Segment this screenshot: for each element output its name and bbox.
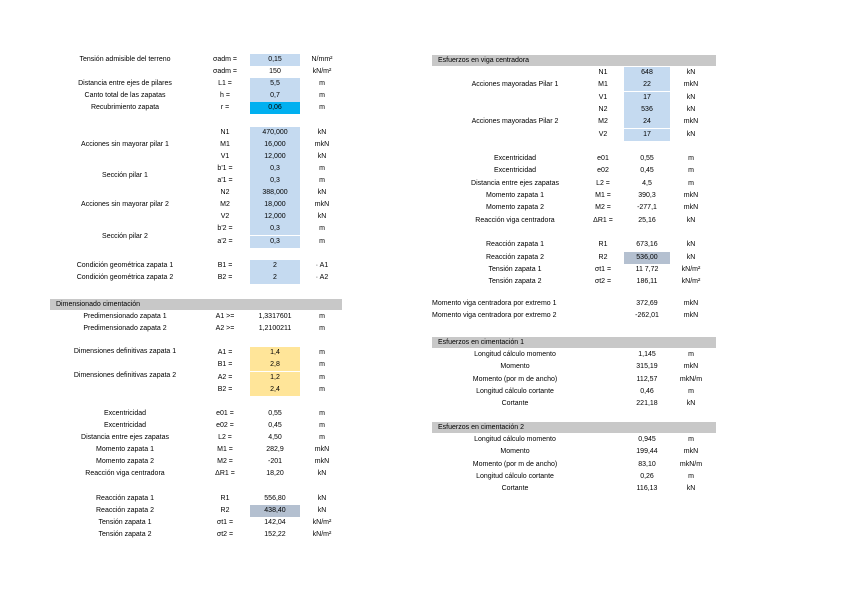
row-value: 315,19 — [636, 363, 658, 371]
table-row — [0, 459, 848, 471]
row-symbol: B1 = — [217, 261, 233, 269]
row-value: -201 — [267, 458, 282, 466]
table-row — [0, 471, 848, 483]
row-unit: m — [319, 164, 325, 172]
row-label: Predimensionado zapata 1 — [83, 313, 167, 320]
row-unit: mkN — [683, 363, 699, 371]
row-unit: kN — [317, 213, 327, 221]
row-unit: m — [319, 313, 325, 320]
row-label: Momento — [500, 363, 530, 371]
row-value: 142,04 — [264, 518, 286, 526]
row-label: Reacción viga centradora — [475, 216, 555, 224]
row-symbol: b'1 = — [217, 164, 233, 172]
row-label: Tensión zapata 2 — [488, 278, 542, 286]
row-label: Recubrimiento zapata — [90, 104, 160, 112]
row-label: Predimensionado zapata 2 — [83, 325, 167, 333]
row-unit: m — [688, 472, 694, 480]
row-symbol: B1 = — [217, 361, 233, 369]
row-unit: kN — [686, 485, 696, 493]
table-row — [0, 79, 848, 91]
row-label: Cortante — [501, 400, 529, 408]
table-row — [0, 190, 848, 202]
row-value: 536,00 — [624, 252, 670, 264]
row-label: Acciones sin mayorar pilar 1 — [81, 140, 169, 148]
row-symbol: ΔR1 = — [593, 216, 613, 224]
row-label: Reacción zapata 2 — [486, 253, 544, 261]
row-label: Longitud cálculo momento — [474, 351, 556, 358]
table-row — [0, 349, 848, 361]
row-value[interactable]: 12,000 — [250, 151, 300, 163]
row-label: Momento zapata 1 — [96, 446, 154, 454]
table-row — [0, 386, 848, 398]
row-value[interactable]: 470,000 — [250, 127, 300, 139]
row-unit: m — [319, 373, 325, 381]
row-unit: mkN — [314, 140, 330, 148]
row-label: Distancia entre ejes de pilares — [78, 80, 172, 88]
row-unit: kN — [686, 93, 696, 101]
table-row — [0, 67, 848, 79]
row-value: 556,80 — [264, 494, 286, 502]
row-value[interactable]: 0,3 — [250, 236, 300, 248]
row-value: 221,18 — [636, 400, 658, 408]
row-symbol: A1 >= — [215, 313, 235, 320]
row-label: Excentricidad — [103, 409, 147, 417]
table-row — [0, 129, 848, 141]
row-symbol: N1 — [598, 69, 608, 76]
row-value: 1,2100211 — [258, 325, 292, 333]
row-unit: kN — [317, 189, 327, 197]
table-row — [0, 434, 848, 446]
row-symbol: σadm = — [213, 68, 237, 76]
row-unit: kN — [686, 69, 696, 76]
row-unit: m — [319, 104, 325, 112]
row-value: 0,945 — [638, 436, 656, 443]
row-symbol: N2 — [220, 189, 230, 197]
row-unit: m — [688, 167, 694, 175]
row-value[interactable]: 2,4 — [250, 384, 300, 396]
row-unit: kN — [686, 241, 696, 249]
row-value[interactable]: 0,3 — [250, 175, 300, 187]
row-unit: kN — [686, 253, 696, 261]
table-row — [0, 239, 848, 251]
row-value: 17 — [624, 92, 670, 104]
row-value: 112,57 — [636, 375, 658, 383]
row-unit: kN — [317, 128, 327, 136]
row-unit: m — [319, 92, 325, 100]
row-value: 1,3317601 — [258, 313, 292, 320]
row-label: Reacción zapata 2 — [96, 506, 154, 514]
row-unit: kN — [317, 470, 327, 478]
row-value: 0,26 — [640, 472, 654, 480]
row-symbol: σt2 = — [594, 278, 612, 286]
table-row — [0, 420, 400, 432]
row-symbol: r = — [220, 104, 230, 112]
row-value: 186,11 — [636, 278, 658, 286]
row-unit: m — [688, 351, 694, 358]
table-row — [0, 374, 848, 386]
row-unit: mkN — [314, 201, 330, 209]
row-symbol: N2 — [598, 105, 608, 113]
row-symbol: R1 — [220, 494, 230, 502]
row-value: 152,22 — [264, 530, 286, 538]
table-row — [0, 178, 848, 190]
row-value[interactable]: 0,06 — [250, 102, 300, 114]
row-value: 0,45 — [268, 421, 282, 429]
row-label: Momento zapata 2 — [486, 204, 544, 212]
table-row — [0, 215, 848, 227]
row-value: 0,45 — [640, 167, 654, 175]
row-unit: m — [319, 177, 325, 184]
row-unit: kN/m² — [312, 530, 332, 538]
row-symbol: N1 — [220, 128, 230, 136]
row-unit: m — [319, 421, 325, 429]
row-unit: mkN — [683, 312, 699, 320]
row-value: 4,50 — [268, 434, 282, 441]
row-symbol: ΔR1 = — [215, 470, 235, 478]
row-unit: mkN — [314, 458, 330, 466]
row-label: Longitud cálculo momento — [474, 436, 556, 443]
row-unit: mkN — [683, 204, 699, 212]
row-label: Momento zapata 1 — [486, 192, 544, 199]
row-label: Longitud cálculo cortante — [476, 472, 554, 480]
row-symbol: V2 — [598, 130, 608, 138]
row-value: 372,69 — [636, 300, 658, 307]
row-symbol: V1 — [598, 93, 608, 101]
row-unit: mkN — [683, 118, 699, 126]
row-symbol: V1 — [220, 152, 230, 160]
row-unit: kN — [317, 506, 327, 514]
row-value[interactable]: 0,7 — [250, 90, 300, 102]
row-value: 648 — [624, 67, 670, 79]
row-unit: kN — [686, 216, 696, 224]
row-label: Momento viga centradora por extremo 2 — [432, 312, 557, 320]
row-symbol: R1 — [598, 241, 608, 249]
row-unit: mkN — [683, 192, 699, 199]
row-label: Canto total de las zapatas — [84, 92, 166, 100]
dimensionado-header: Dimensionado cimentación — [50, 299, 342, 310]
row-label: Momento (por m de ancho) — [472, 375, 558, 383]
table-row — [0, 141, 848, 153]
table-row — [0, 202, 848, 214]
row-symbol: A2 = — [217, 373, 233, 381]
row-value[interactable]: 2 — [250, 272, 300, 284]
table-row — [0, 252, 848, 264]
row-symbol: L1 = — [218, 80, 232, 88]
row-unit: mkN/m — [679, 460, 703, 468]
table-row — [0, 227, 848, 239]
row-value: 25,16 — [638, 216, 656, 224]
row-label: Tensión zapata 1 — [98, 518, 152, 526]
row-label: Reacción viga centradora — [85, 470, 165, 478]
row-unit: kN/m² — [312, 68, 332, 76]
table-row — [0, 54, 400, 66]
row-label: Tensión admisible del terreno — [79, 56, 171, 63]
seccion-pilar-1-label: Sección pilar 1 — [102, 172, 148, 179]
row-unit: m — [688, 155, 694, 163]
viga-centradora-header: Esfuerzos en viga centradora — [432, 55, 716, 66]
row-value: 536 — [624, 104, 670, 116]
row-value: 17 — [624, 129, 670, 141]
row-value: 18,20 — [266, 470, 284, 478]
row-unit: kN/m² — [681, 278, 701, 286]
row-unit: kN — [686, 105, 696, 113]
table-row — [0, 505, 400, 517]
row-symbol: e02 — [597, 167, 609, 175]
table-row — [0, 310, 848, 322]
row-symbol: M2 — [220, 201, 230, 209]
row-symbol: B2 = — [217, 273, 233, 281]
dimensiones-definitivas-2-label: Dimensiones definitivas zapata 2 — [73, 372, 177, 379]
row-unit: kN — [317, 152, 327, 160]
table-row — [0, 323, 400, 335]
row-value: 116,13 — [636, 485, 658, 493]
row-symbol: L2 = — [596, 179, 610, 187]
row-symbol: σt1 = — [594, 265, 612, 273]
row-symbol: M1 = — [217, 446, 233, 454]
row-label: Momento viga centradora por extremo 1 — [432, 300, 557, 307]
row-value: -262,01 — [635, 312, 659, 320]
row-label: Momento (por m de ancho) — [472, 460, 558, 468]
row-value: 4,5 — [642, 179, 652, 187]
row-value: 0,46 — [640, 387, 654, 395]
row-unit: m — [319, 349, 325, 357]
row-label: Tensión zapata 1 — [488, 265, 542, 273]
row-symbol: V2 — [220, 213, 230, 221]
row-unit: m — [319, 80, 325, 88]
row-value: 0,55 — [640, 155, 654, 163]
row-value[interactable]: 0,3 — [250, 163, 300, 175]
row-unit: mkN — [683, 300, 699, 307]
row-symbol: h = — [220, 92, 230, 100]
row-unit: kN — [317, 494, 327, 502]
row-symbol: M1 — [598, 81, 608, 89]
row-unit: m — [319, 385, 325, 393]
row-symbol: A1 = — [217, 349, 233, 357]
table-row — [0, 529, 400, 541]
table-row — [0, 92, 848, 104]
table-row — [0, 446, 848, 458]
row-label: Tensión zapata 2 — [98, 530, 152, 538]
row-value: 282,9 — [266, 446, 284, 454]
row-unit: kN/m² — [681, 265, 701, 273]
row-value[interactable]: 1,2 — [250, 372, 300, 384]
table-row — [0, 104, 848, 116]
row-unit: m — [319, 225, 325, 233]
table-row — [0, 276, 848, 288]
row-symbol: e01 = — [216, 409, 234, 417]
row-value: 390,3 — [638, 192, 656, 199]
row-unit: kN — [686, 130, 696, 138]
table-row — [0, 264, 848, 276]
row-symbol: M1 = — [595, 192, 611, 199]
row-value: 11 7,72 — [635, 265, 659, 273]
seccion-pilar-2-label: Sección pilar 2 — [102, 233, 148, 240]
table-row — [0, 116, 848, 128]
row-value[interactable]: 0,15 — [250, 54, 300, 66]
row-unit: kN/m² — [312, 518, 332, 526]
row-label: Momento — [500, 448, 530, 456]
row-value: 1,145 — [638, 351, 656, 358]
row-label: Acciones mayoradas Pilar 2 — [471, 118, 559, 126]
row-value[interactable]: 16,000 — [250, 139, 300, 151]
row-label: Excentricidad — [493, 167, 537, 175]
row-unit: m — [319, 361, 325, 369]
row-symbol: A2 >= — [215, 325, 235, 333]
table-row — [0, 298, 848, 310]
row-unit: mkN/m — [679, 375, 703, 383]
row-value: 438,40 — [250, 505, 300, 517]
row-symbol: R2 — [220, 506, 230, 514]
table-row — [0, 361, 848, 373]
row-label: Distancia entre ejes zapatas — [471, 179, 559, 187]
row-symbol: e01 — [597, 155, 609, 163]
row-label: Reacción zapata 1 — [96, 494, 154, 502]
row-symbol: b'2 = — [217, 225, 233, 233]
row-symbol: M2 — [598, 118, 608, 126]
row-value: 24 — [624, 116, 670, 128]
row-value: 673,16 — [636, 241, 658, 249]
row-label: Excentricidad — [493, 155, 537, 163]
row-unit: N/mm² — [311, 56, 333, 63]
row-symbol: M1 — [220, 140, 230, 148]
row-unit: mkN — [683, 81, 699, 89]
row-symbol: B2 = — [217, 385, 233, 393]
row-label: Longitud cálculo cortante — [476, 387, 554, 395]
cimentacion-1-header: Esfuerzos en cimentación 1 — [432, 337, 716, 348]
row-symbol: L2 = — [218, 434, 232, 441]
table-row — [0, 153, 848, 165]
cimentacion-2-header: Esfuerzos en cimentación 2 — [432, 422, 716, 433]
row-value: 83,10 — [638, 460, 656, 468]
row-value[interactable]: 18,000 — [250, 199, 300, 211]
row-symbol: σt1 = — [216, 518, 234, 526]
row-unit: m — [319, 237, 325, 245]
row-unit: m — [688, 387, 694, 395]
table-row — [0, 335, 400, 347]
row-unit: m — [319, 409, 325, 417]
row-value[interactable]: 2,8 — [250, 359, 300, 371]
row-symbol: M2 = — [217, 458, 233, 466]
row-value[interactable]: 0,3 — [250, 223, 300, 235]
row-symbol: R2 — [598, 253, 608, 261]
row-unit: · A2 — [315, 273, 329, 281]
row-unit: kN — [686, 400, 696, 408]
row-symbol: e02 = — [216, 421, 234, 429]
row-label: Acciones mayoradas Pilar 1 — [471, 81, 559, 89]
row-label: Cortante — [501, 485, 529, 493]
row-unit: m — [688, 436, 694, 443]
row-unit: · A1 — [315, 261, 329, 269]
row-symbol: σadm = — [213, 56, 237, 63]
row-label: Condición geométrica zapata 1 — [76, 261, 174, 269]
table-row — [0, 517, 400, 529]
row-symbol: σt2 = — [216, 530, 234, 538]
row-label: Condición geométrica zapata 2 — [76, 273, 174, 281]
row-value: 22 — [624, 79, 670, 91]
row-label: Acciones sin mayorar pilar 2 — [81, 201, 169, 209]
row-value: 199,44 — [636, 448, 658, 456]
row-value[interactable]: 1,4 — [250, 347, 300, 359]
row-unit: mkN — [683, 448, 699, 456]
row-symbol: a'2 = — [217, 237, 233, 245]
row-label: Momento zapata 2 — [96, 458, 154, 466]
row-unit: mkN — [314, 446, 330, 454]
table-row — [0, 398, 848, 410]
row-value: 150 — [269, 68, 281, 76]
row-value: -277,1 — [637, 204, 657, 212]
row-unit: m — [319, 434, 325, 441]
row-label: Excentricidad — [103, 421, 147, 429]
row-label: Distancia entre ejes zapatas — [81, 434, 169, 441]
dimensiones-definitivas-1-label: Dimensiones definitivas zapata 1 — [73, 348, 177, 355]
table-row — [0, 483, 848, 495]
row-unit: m — [688, 179, 694, 187]
row-value: 0,55 — [268, 409, 282, 417]
row-value[interactable]: 5,5 — [250, 78, 300, 90]
row-symbol: M2 = — [595, 204, 611, 212]
row-unit: m — [319, 325, 325, 333]
row-symbol: a'1 = — [217, 177, 233, 184]
row-value[interactable]: 12,000 — [250, 211, 300, 223]
row-value[interactable]: 388,000 — [250, 187, 300, 199]
row-label: Reacción zapata 1 — [486, 241, 544, 249]
row-value[interactable]: 2 — [250, 260, 300, 272]
table-row — [0, 165, 848, 177]
